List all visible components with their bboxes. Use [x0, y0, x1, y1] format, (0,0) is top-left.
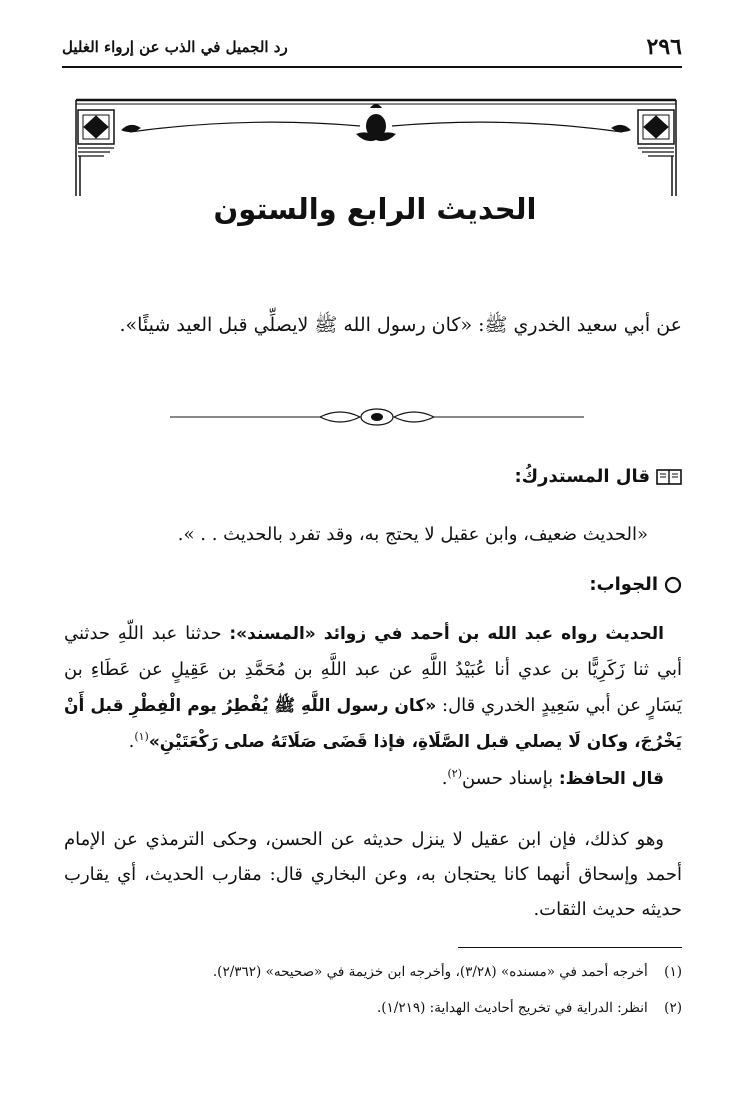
answer-paragraph: الحديث رواه عبد الله بن أحمد في زوائد «المسند»: حدثنا عبد اللّهِ حدثني أبي ثنا زَكَرِيًّا بن عدي أنا عُبَيْدُ اللَّهِ عن عبد اللَّهِ بن مُحَمَّدِ بن عَقِيلٍ عن عَطَاءِ بن يَسَارٍ عن أبي سَعِيدٍ الخدري قال: «كان رسول اللَّهِ ﷺ يُفْطِرُ يوم الْفِطْرِ قبل أَنْ يَخْرُجَ، وكان لَا يصلي قبل الصَّلَاةِ، فإذا قَضَى صَلَاتَهُ صلى رَكْعَتَيْنِ»$^{(١)}$. — [64, 623, 682, 752]
hafiz-text: بإسناد حسن — [461, 768, 559, 789]
center-medallion-icon — [356, 104, 396, 141]
header-rule — [62, 66, 682, 68]
hafiz-label: قال الحافظ: — [558, 769, 664, 789]
footnote-2 — [64, 998, 682, 1018]
mustadrik-heading — [64, 466, 682, 487]
closing-paragraph — [64, 822, 682, 927]
chapter-title: الحديث الرابع والستون — [213, 192, 537, 226]
footnote-rule — [458, 947, 682, 948]
footnote-text: أخرجه أحمد في «مسنده» (٣/٢٨)، وأخرجه ابن خزيمة في «صحيحه» (٢/٣٦٢). — [212, 964, 648, 980]
hafiz-line: قال الحافظ: بإسناد حسن$^{(٢)}$. — [441, 767, 664, 789]
footnote-ref-1: (١) — [134, 730, 149, 743]
footnote-text: انظر: الدراية في تخريج أحاديث الهداية: (١/٢١٩). — [376, 1000, 648, 1016]
answer-heading — [64, 574, 682, 595]
book-icon — [656, 468, 682, 486]
page-number: ٢٩٦ — [646, 34, 682, 60]
mustadrik-quote: «الحديث ضعيف، وابن عقيل لا يحتج به، وقد تفرد بالحديث . . ». — [177, 524, 648, 545]
footnote-number: (٢) — [664, 1000, 682, 1016]
answer-isnad: حدثنا عبد اللّهِ حدثني أبي ثنا زَكَرِيًّا بن عدي أنا عُبَيْدُ اللَّهِ عن عبد اللَّهِ بن مُحَمَّدِ بن عَقِيلٍ عن عَطَاءِ بن يَسَارٍ عن أبي سَعِيدٍ الخدري قال: — [64, 623, 682, 716]
page-header — [62, 30, 682, 64]
answer-label: الجواب: — [589, 574, 658, 595]
hadith-text: عن أبي سعيد الخدري ﷺ: «كان رسول الله ﷺ لايصلِّي قبل العيد شيئًا». — [119, 314, 682, 336]
mustadrik-label: قال المستدركُ: — [514, 466, 650, 487]
answer-source-bold: الحديث رواه عبد الله بن أحمد في زوائد «المسند»: — [229, 624, 664, 644]
closing-text: وهو كذلك، فإن ابن عقيل لا ينزل حديثه عن الحسن، وحكى الترمذي عن الإمام أحمد وإسحاق أنهما كانا يحتجان به، وعن البخاري قال: مقارب الحديث، أي يقارب حديثه حديث الثقات. — [64, 829, 682, 920]
footnote-ref-2: (٢) — [447, 767, 462, 780]
ornamental-divider — [170, 405, 584, 429]
answer-matn-bold: «كان رسول اللَّهِ ﷺ يُفْطِرُ يوم الْفِطْرِ قبل أَنْ يَخْرُجَ، وكان لَا يصلي قبل الصَّلَاةِ، فإذا قَضَى صَلَاتَهُ صلى رَكْعَتَيْنِ» — [64, 696, 682, 752]
footnote-1 — [64, 962, 682, 982]
footnote-number: (١) — [664, 964, 682, 980]
circle-bullet-icon — [664, 576, 682, 594]
chapter-ornament-frame — [70, 96, 682, 200]
running-title: رد الجميل في الذب عن إرواء الغليل — [62, 38, 288, 56]
